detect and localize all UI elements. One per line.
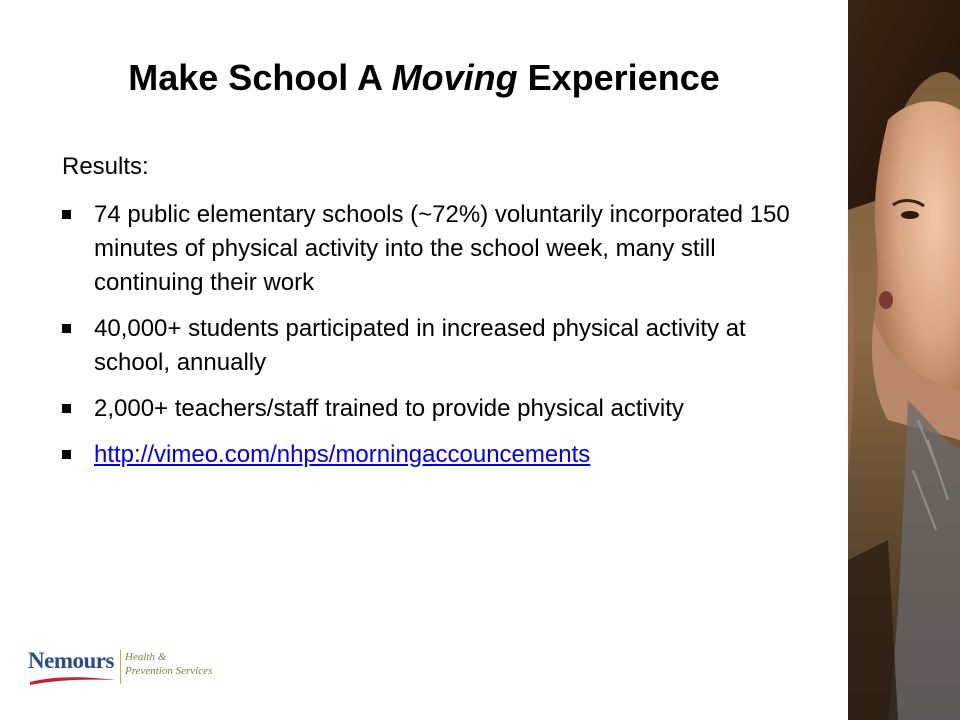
title-start: Make School A — [128, 57, 392, 98]
bullet-text: 74 public elementary schools (~72%) voluntarily incorporated 150 minutes of physical activity into the school week, many still continuing their work — [94, 201, 790, 296]
results-list — [62, 198, 802, 472]
square-bullet-icon — [62, 404, 71, 413]
bullet-text: 2,000+ teachers/staff trained to provide physical activity — [94, 395, 684, 422]
title-emphasis: Moving — [391, 57, 518, 98]
video-link[interactable]: http://vimeo.com/nhps/morningaccouncements — [94, 441, 591, 468]
child-photo — [848, 0, 960, 720]
logo-swoosh-icon — [28, 674, 118, 686]
logo-wordmark: Nemours — [28, 648, 114, 673]
bullet-item — [62, 312, 802, 380]
square-bullet-icon — [62, 324, 71, 333]
bullet-item — [62, 392, 802, 426]
results-heading: Results: — [62, 153, 149, 180]
square-bullet-icon — [62, 210, 71, 219]
nemours-logo — [28, 648, 238, 690]
logo-divider — [120, 650, 121, 684]
bullet-item — [62, 438, 802, 472]
logo-subtitle-line1: Health & — [125, 651, 167, 663]
child-photo-illustration — [848, 0, 960, 720]
bullet-text: 40,000+ students participated in increased physical activity at school, annually — [94, 315, 746, 376]
square-bullet-icon — [62, 450, 71, 459]
slide-title — [0, 52, 848, 104]
logo-subtitle-line2: Prevention Services — [125, 665, 213, 677]
bullet-item — [62, 198, 802, 300]
slide-body — [62, 150, 802, 484]
title-end: Experience — [517, 57, 720, 98]
